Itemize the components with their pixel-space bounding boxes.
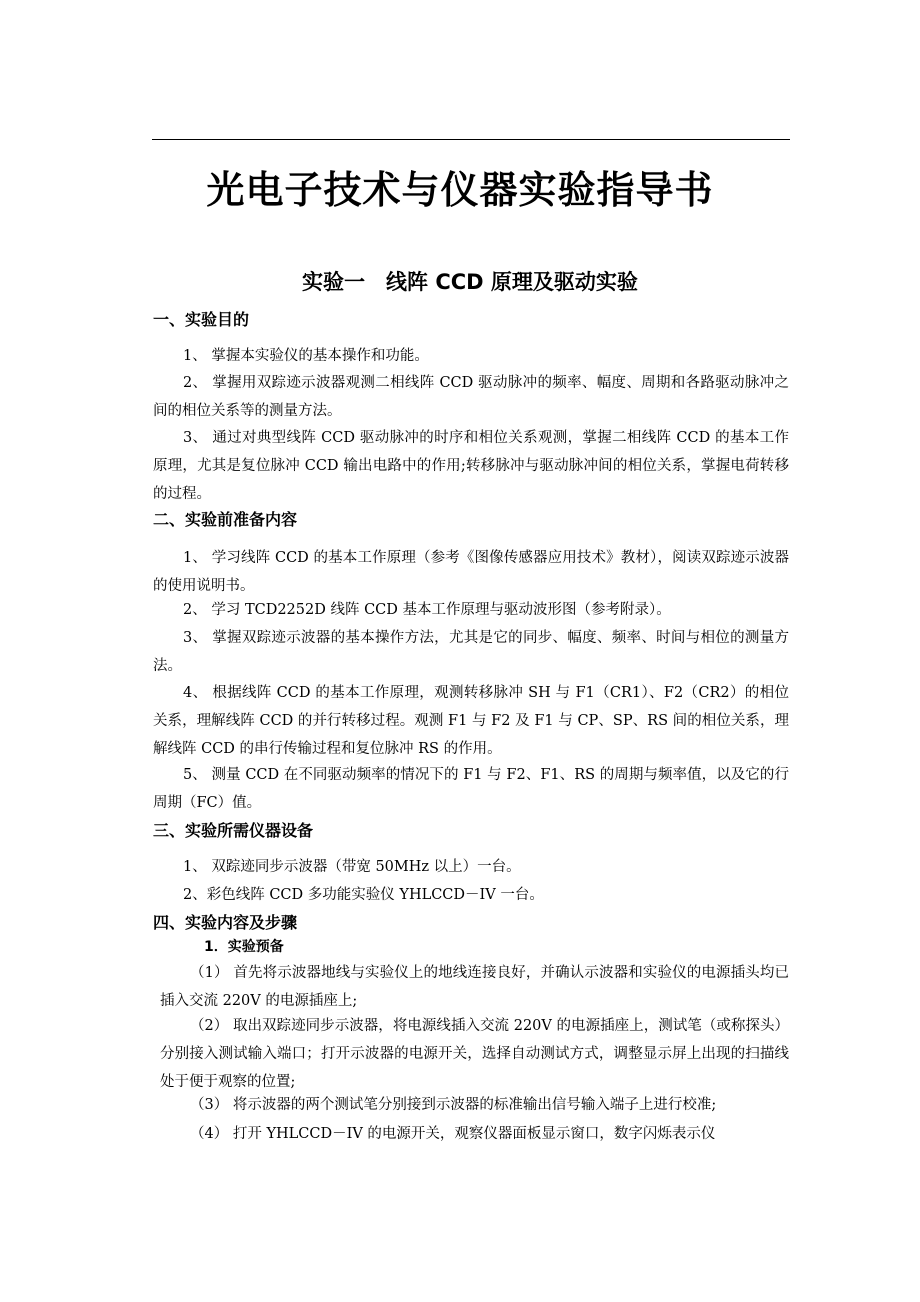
purpose-item-3: 3、 通过对典型线阵 CCD 驱动脉冲的时序和相位关系观测，掌握二相线阵 CCD 的基本工作原理，尤其是复位脉冲 CCD 输出电路中的作用;转移脉冲与驱动脉冲间的相位关系，掌握电荷转移的过程。	[153, 430, 789, 502]
purpose-item-1: 1、 掌握本实验仪的基本操作和功能。	[183, 348, 429, 364]
procedure-step-2: （2） 取出双踪迹同步示波器，将电源线插入交流 220V 的电源插座上，测试笔（或称探头）分别接入测试输入端口；打开示波器的电源开关，选择自动测试方式，调整显示屏上出现的扫描线处于便于观察的位置;	[160, 1018, 789, 1090]
section-heading-procedure: 四、实验内容及步骤	[153, 913, 298, 932]
section-heading-preparation: 二、实验前准备内容	[153, 510, 298, 529]
procedure-step-3: （3） 将示波器的两个测试笔分别接到示波器的标准输出信号输入端子上进行校准;	[190, 1097, 717, 1113]
document-title: 光电子技术与仪器实验指导书	[206, 168, 714, 212]
equipment-item-2: 2、彩色线阵 CCD 多功能实验仪 YHLCCD－IV 一台。	[183, 887, 544, 903]
header-rule	[152, 139, 790, 140]
preparation-item-3: 3、 掌握双踪迹示波器的基本操作方法，尤其是它的同步、幅度、频率、时间与相位的测量方法。	[153, 630, 789, 674]
preparation-item-1: 1、 学习线阵 CCD 的基本工作原理（参考《图像传感器应用技术》教材），阅读双踪迹示波器的使用说明书。	[153, 550, 789, 594]
procedure-step-4: （4） 打开 YHLCCD－IV 的电源开关，观察仪器面板显示窗口，数字闪烁表示仪	[190, 1126, 716, 1142]
section-heading-purpose: 一、实验目的	[153, 310, 250, 329]
preparation-item-4: 4、 根据线阵 CCD 的基本工作原理，观测转移脉冲 SH 与 F1（CR1）、F2（CR2）的相位关系，理解线阵 CCD 的并行转移过程。观测 F1 与 F2 及 F1 与 CP、SP、RS 间的相位关系，理解线阵 CCD 的串行传输过程和复位脉冲 RS 的作用。	[153, 685, 789, 757]
purpose-item-2: 2、 掌握用双踪迹示波器观测二相线阵 CCD 驱动脉冲的频率、幅度、周期和各路驱动脉冲之间的相位关系等的测量方法。	[153, 375, 789, 419]
experiment-title: 实验一 线阵 CCD 原理及驱动实验	[302, 270, 638, 294]
preparation-item-2: 2、 学习 TCD2252D 线阵 CCD 基本工作原理与驱动波形图（参考附录）。	[183, 602, 671, 618]
procedure-step-1: （1） 首先将示波器地线与实验仪上的地线连接良好，并确认示波器和实验仪的电源插头均已插入交流 220V 的电源插座上;	[160, 965, 789, 1009]
subheading-preparation: 1．实验预备	[204, 939, 284, 955]
equipment-item-1: 1、 双踪迹同步示波器（带宽 50MHz 以上）一台。	[183, 859, 521, 875]
preparation-item-5: 5、 测量 CCD 在不同驱动频率的情况下的 F1 与 F2、F1、RS 的周期与频率值，以及它的行周期（FC）值。	[153, 767, 789, 811]
section-heading-equipment: 三、实验所需仪器设备	[153, 821, 314, 840]
